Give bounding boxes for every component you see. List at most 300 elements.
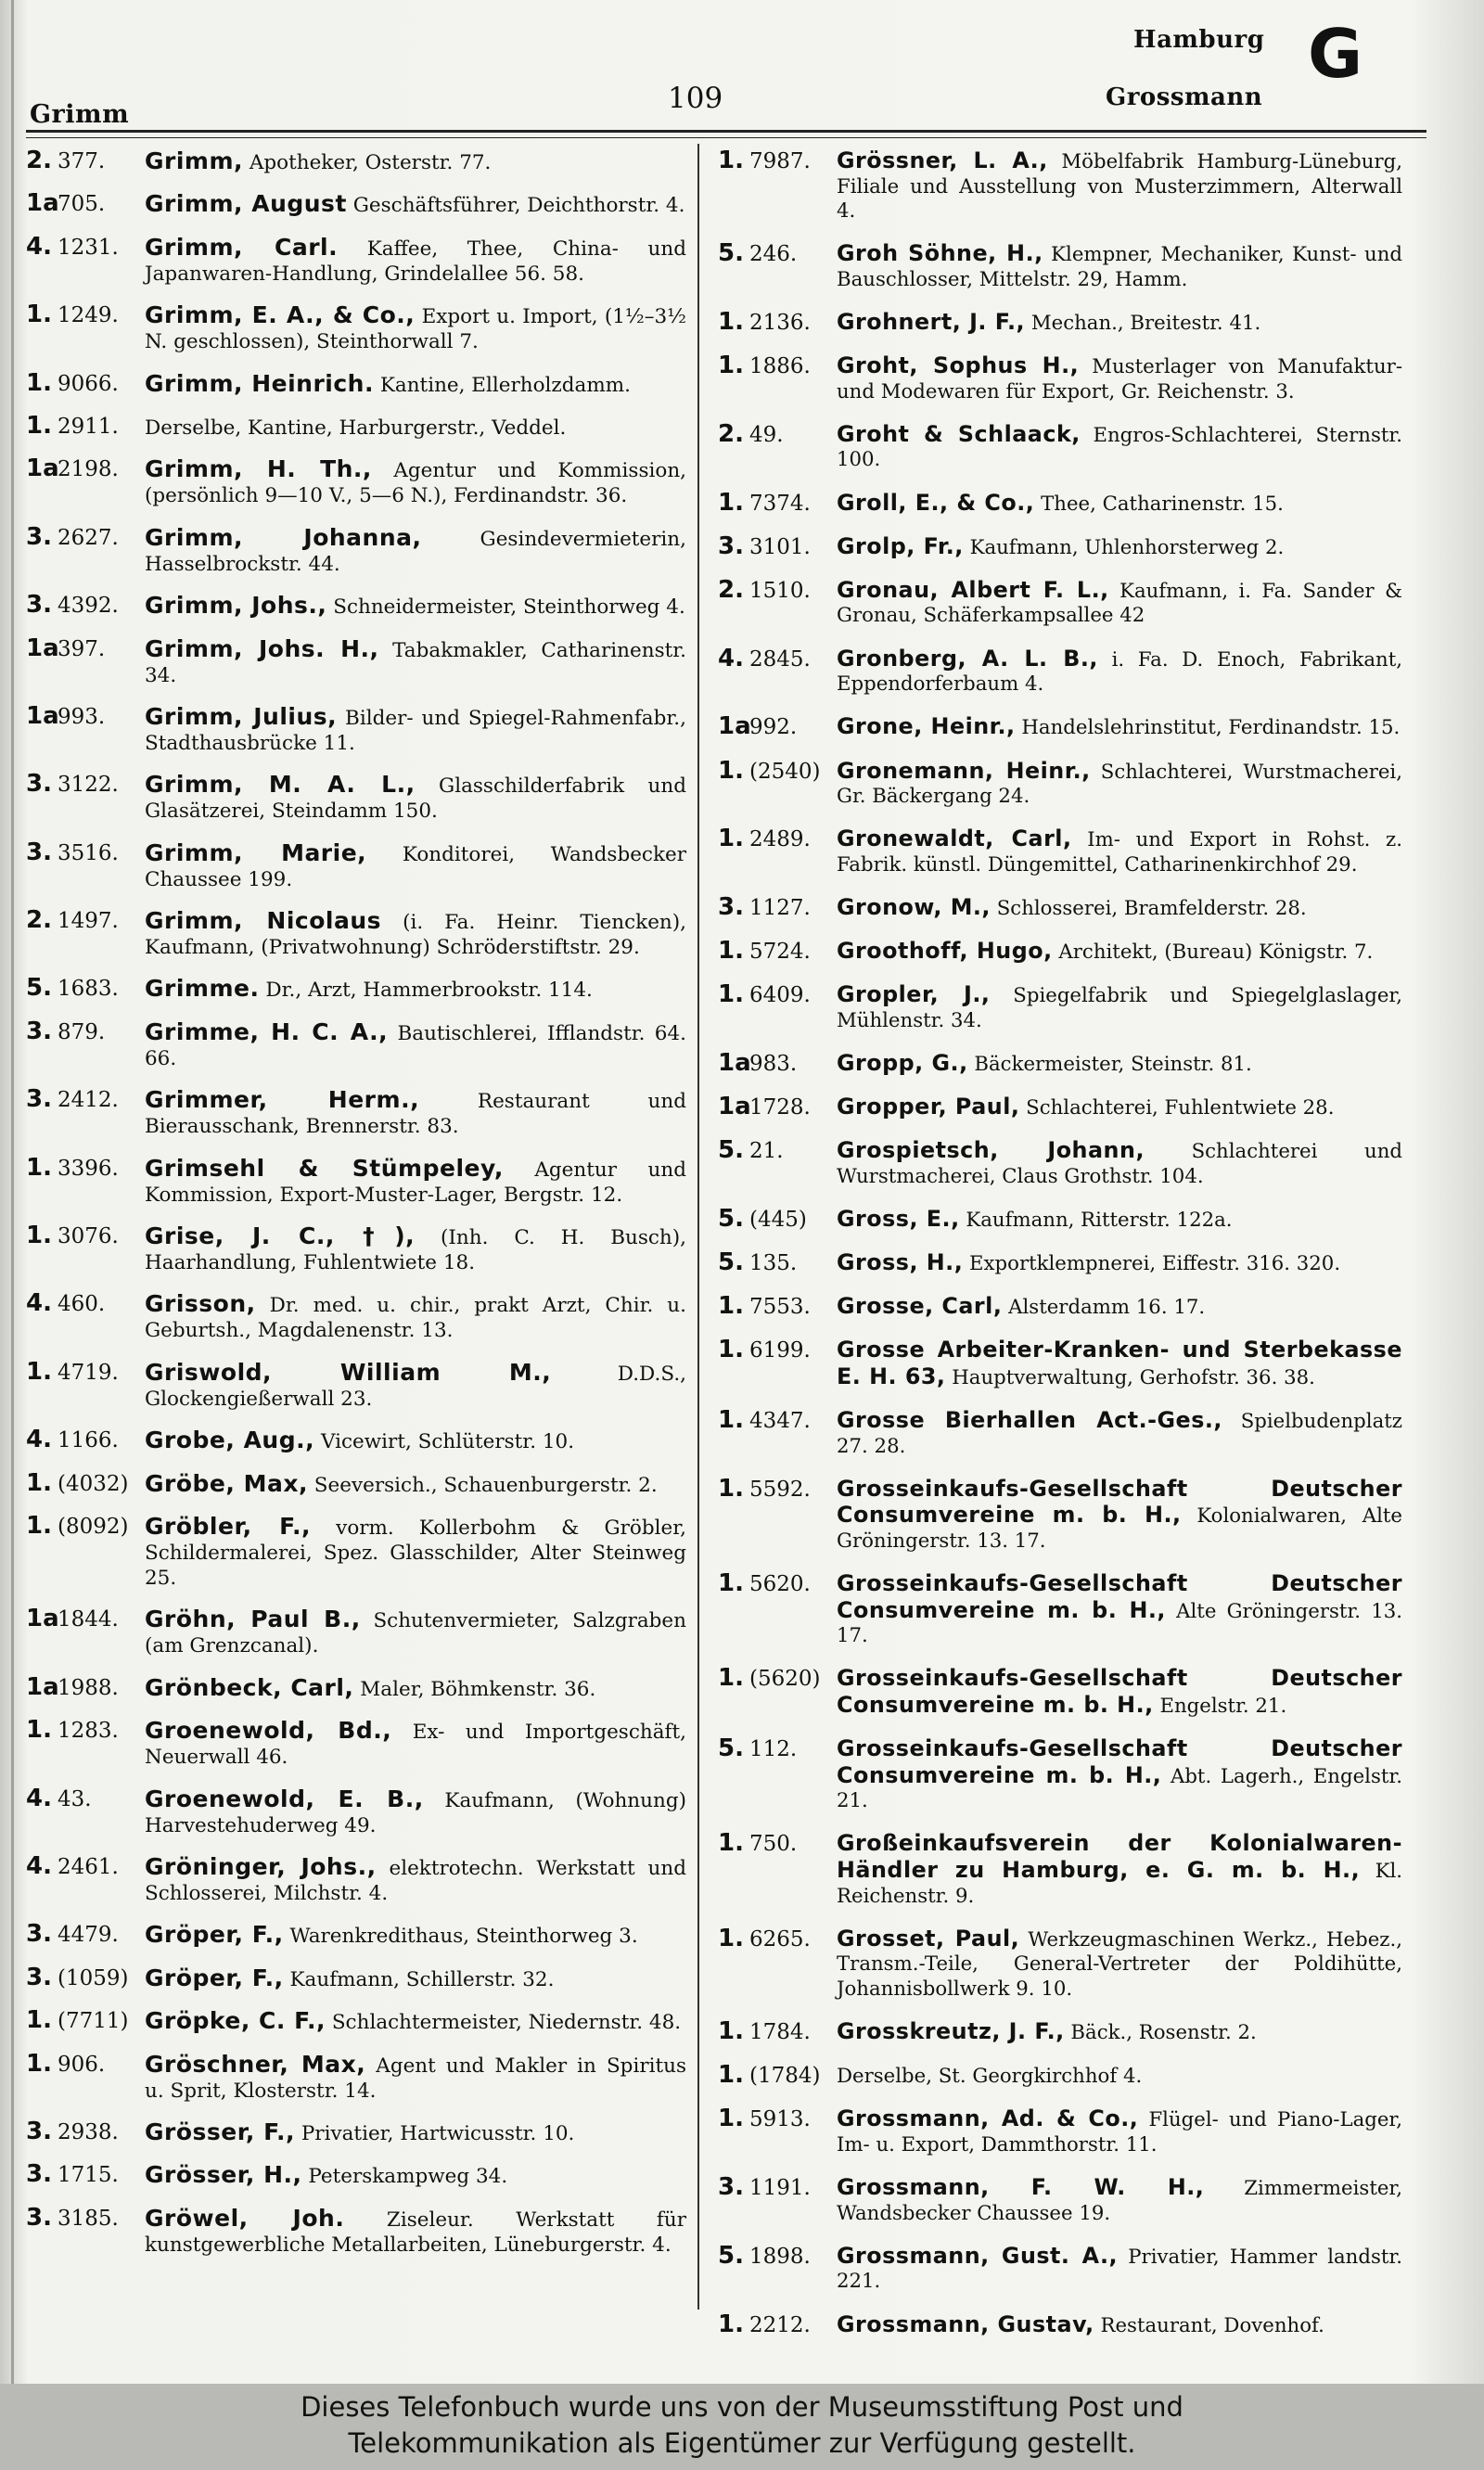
subscriber-details: Privatier, Hammer landstr. 221. [837, 2245, 1402, 2294]
subscriber-details: Bilder- und Spiegel-Rahmenfabr., Stadthausbrücke 11. [145, 706, 686, 755]
subscriber-name: Grosse Bierhallen Act.-Ges., [837, 1407, 1222, 1434]
subscriber-name: Grimme, H. C. A., [145, 1017, 389, 1045]
number-value: 397. [58, 636, 106, 661]
subscriber-name: Grimm, [145, 147, 244, 174]
entry-text [145, 1471, 686, 1498]
number-value: (5620) [749, 1667, 821, 1692]
directory-entry [718, 1094, 1402, 1121]
subscriber-details: Möbelfabrik Hamburg-Lüneburg, Filiale und Ausstellung von Musterzimmern, Alterwall 4. [837, 150, 1402, 224]
phone-number [718, 2312, 831, 2338]
exchange-code: 2. [26, 147, 52, 174]
directory-entry [26, 1357, 686, 1412]
number-value: 2212. [749, 2312, 811, 2337]
exchange-code: 1. [718, 980, 744, 1009]
subscriber-details: Exportklempnerei, Eiffestr. 316. 320. [969, 1252, 1341, 1276]
exchange-code: 1. [26, 2006, 52, 2035]
number-value: 6409. [749, 983, 811, 1008]
phone-number [26, 633, 139, 662]
phone-number [26, 2119, 139, 2145]
number-value: 1283. [58, 1719, 119, 1744]
phone-number [26, 908, 139, 934]
entry-text [145, 593, 686, 620]
number-value: 9066. [58, 371, 119, 396]
number-value: 983. [749, 1051, 798, 1076]
subscriber-name: Groenewold, Bd., [145, 1717, 392, 1745]
phone-number [718, 241, 831, 267]
phone-number [26, 1019, 139, 1045]
city-title: Hamburg [1133, 26, 1265, 54]
subscriber-name: Gröschner, Max, [145, 2050, 366, 2078]
subscriber-details: Kaffee, Thee, China- und Japanwaren-Handlung, Grindelallee 56. 58. [145, 237, 686, 286]
subscriber-name: Grösser, F., [145, 2118, 295, 2145]
directory-entry [26, 772, 686, 824]
entry-text [145, 1965, 686, 1992]
subscriber-details: Kaufmann, Ritterstr. 122a. [966, 1209, 1233, 1232]
subscriber-details: Architekt, (Bureau) Königstr. 7. [1058, 941, 1374, 965]
subscriber-details: Kl. Reichenstr. 9. [837, 1860, 1402, 1908]
subscriber-details: Spielbudenplatz 27. 28. [837, 1410, 1402, 1458]
number-value: (4032) [58, 1471, 129, 1496]
exchange-code: 1. [718, 1924, 744, 1952]
subscriber-details: elektrotechn. Werkstatt und Schlosserei, Milchstr. 4. [145, 1856, 686, 1905]
phone-number [26, 1786, 139, 1812]
exchange-code: 1a [718, 1093, 751, 1121]
header-rule [26, 130, 1426, 133]
subscriber-name: Grimm, Julius, [145, 702, 338, 730]
entry-text [145, 191, 686, 218]
subscriber-name: Grossmann, F. W. H., [837, 2174, 1205, 2201]
subscriber-name: Grimm, Johs., [145, 592, 327, 620]
phone-number [718, 826, 831, 852]
exchange-code: 1a [718, 1048, 751, 1077]
subscriber-details: Kaufmann, i. Fa. Sander & Gronau, Schäferkampsallee 42 [837, 579, 1402, 628]
subscriber-name: Groht & Schlaack, [837, 420, 1081, 447]
phone-number [26, 1291, 139, 1317]
entry-text [837, 2244, 1402, 2295]
section-letter: G [1308, 15, 1363, 93]
number-value: 1784. [749, 2020, 811, 2045]
subscriber-name: Gronewaldt, Carl, [837, 825, 1072, 852]
directory-entry [26, 522, 686, 577]
number-value: 5913. [749, 2107, 811, 2132]
entry-text [145, 235, 686, 287]
entry-text [837, 422, 1402, 473]
phone-number [718, 353, 831, 379]
exchange-code: 3. [26, 1085, 52, 1114]
subscriber-details: Engelstr. 21. [1159, 1695, 1287, 1719]
exchange-code: 1a [26, 189, 59, 218]
entry-text [145, 1291, 686, 1343]
phone-number [718, 1207, 831, 1233]
phone-number [718, 1474, 831, 1503]
subscriber-details: Thee, Catharinenstr. 15. [1041, 492, 1284, 516]
subscriber-details: Ex- und Importgeschäft, Neuerwall 46. [145, 1721, 686, 1770]
number-value: 5620. [749, 1572, 811, 1597]
directory-entry [718, 1250, 1402, 1277]
entry-text [837, 1207, 1402, 1234]
exchange-code: 1. [718, 756, 744, 785]
entry-text [837, 1250, 1402, 1277]
number-value: 1166. [58, 1428, 119, 1453]
subscriber-details: Engros-Schlachterei, Sternstr. 100. [837, 423, 1402, 472]
subscriber-name: Gross, H., [837, 1249, 964, 1276]
exchange-code: 3. [26, 2203, 52, 2232]
exchange-code: 5. [26, 974, 52, 1003]
subscriber-name: Grone, Heinr., [837, 713, 1016, 740]
phone-number [26, 1672, 139, 1701]
entry-text [837, 534, 1402, 561]
number-value: 1728. [749, 1095, 811, 1120]
subscriber-details: Peterskampweg 34. [308, 2165, 508, 2189]
directory-entry [26, 1718, 686, 1770]
subscriber-name: Griswold, William M., [145, 1358, 552, 1386]
phone-number [26, 1427, 139, 1453]
subscriber-name: Grimm, M. A. L., [145, 771, 416, 799]
subscriber-details: Derselbe, Kantine, Harburgerstr., Veddel. [145, 416, 567, 440]
exchange-code: 1a [26, 633, 59, 662]
number-value: 377. [58, 149, 106, 173]
subscriber-name: Grisson, [145, 1290, 256, 1318]
subscriber-name: Grimm, Carl. [145, 233, 339, 261]
subscriber-details: Im- und Export in Rohst. z. Fabrik. künstl. Düngemittel, Catharinenkirchhof 29. [837, 828, 1402, 877]
entry-text [145, 148, 686, 175]
subscriber-name: Gröwel, Joh. [145, 2204, 345, 2232]
subscriber-name: Gröhn, Paul B., [145, 1606, 361, 1633]
phone-number [26, 522, 139, 551]
exchange-code: 5. [718, 1205, 744, 1233]
exchange-code: 1. [26, 1716, 52, 1745]
subscriber-details: Agentur und Kommission, (persönlich 9—10 V., 5—6 N.), Ferdinandstr. 36. [145, 459, 686, 508]
phone-number [718, 982, 831, 1008]
number-value: 2627. [58, 525, 119, 550]
entry-text [837, 826, 1402, 877]
entry-text [837, 578, 1402, 629]
subscriber-details: Vicewirt, Schlüterstr. 10. [320, 1430, 575, 1454]
exchange-code: 2. [718, 575, 744, 604]
directory-entry [26, 1223, 686, 1275]
subscriber-details: Hauptverwaltung, Gerhofstr. 36. 38. [952, 1366, 1315, 1390]
subscriber-name: Gross, E., [837, 1206, 960, 1232]
subscriber-details: Musterlager von Manufaktur- und Modewaren für Export, Gr. Reichenstr. 3. [837, 355, 1402, 403]
exchange-code: 1. [718, 1474, 744, 1503]
subscriber-name: Grise, J. C., †), [145, 1222, 416, 1250]
number-value: 1886. [749, 354, 811, 379]
subscriber-details: Ziseleur. Werkstatt für kunstgewerbliche Metallarbeiten, Lüneburgerstr. 4. [145, 2208, 687, 2257]
entry-text [145, 2119, 686, 2146]
phone-number [26, 302, 139, 328]
subscriber-name: Gronau, Albert F. L., [837, 576, 1109, 603]
subscriber-name: Grosseinkaufs-Gesellschaft Deutscher Consumvereine m. b. H., [837, 1475, 1402, 1529]
directory-entry [718, 1926, 1402, 2003]
exchange-code: 1. [718, 2017, 744, 2046]
subscriber-details: Abt. Lagerh., Engelstr. 21. [837, 1764, 1402, 1813]
subscriber-details: Bautischlerei, Ifflandstr. 64. 66. [145, 1021, 686, 1070]
exchange-code: 1. [26, 1468, 52, 1497]
directory-entry [718, 2106, 1402, 2157]
exchange-code: 4. [26, 1851, 52, 1880]
phone-number [26, 2049, 139, 2078]
directory-entry [26, 2008, 686, 2035]
phone-number [26, 232, 139, 261]
number-value: 1191. [749, 2176, 811, 2201]
directory-entry [26, 1427, 686, 1454]
number-value: 1683. [58, 977, 119, 1002]
subscriber-details: Kaufmann, (Wohnung) Harvestehuderweg 49. [145, 1788, 687, 1837]
exchange-code: 1. [26, 1222, 52, 1250]
phone-number [718, 1831, 831, 1857]
entry-text [837, 1094, 1402, 1121]
subscriber-name: Groh Söhne, H., [837, 240, 1043, 267]
number-value: 2938. [58, 2119, 119, 2144]
phone-number [718, 939, 831, 965]
entry-text [837, 2312, 1402, 2339]
phone-number [26, 1468, 139, 1497]
exchange-code: 3. [26, 1920, 52, 1949]
subscriber-details: Schlachterei, Wurstmacherei, Gr. Bäckergang 24. [837, 760, 1402, 809]
phone-number [26, 701, 139, 730]
directory-entry [26, 908, 686, 960]
subscriber-name: Gropp, G., [837, 1049, 968, 1076]
number-value: 705. [58, 192, 106, 217]
subscriber-details: Kolonialwaren, Alte Gröningerstr. 13. 17. [837, 1504, 1402, 1554]
entry-text [837, 714, 1402, 741]
number-value: 4719. [58, 1360, 119, 1385]
exchange-code: 5. [718, 239, 744, 268]
subscriber-name: Groht, Sophus H., [837, 352, 1080, 379]
exchange-code: 1. [718, 825, 744, 853]
entry-text [145, 2052, 686, 2104]
directory-entry [718, 2241, 1402, 2295]
exchange-code: 1. [718, 352, 744, 380]
number-value: 1249. [58, 303, 119, 328]
directory-entry [26, 456, 686, 508]
subscriber-name: Grimm, Heinrich. [145, 369, 374, 397]
subscriber-details: Flügel- und Piano-Lager, Im- u. Export, Dammthorstr. 11. [837, 2108, 1402, 2156]
directory-entry [26, 1922, 686, 1949]
directory-entry [718, 714, 1402, 741]
phone-number [26, 1965, 139, 1991]
subscriber-name: Grimm, Marie, [145, 838, 367, 866]
directory-entry [26, 191, 686, 218]
subscriber-name: Groll, E., & Co., [837, 489, 1035, 516]
directory-entry [26, 1851, 686, 1906]
exchange-code: 1. [718, 1406, 744, 1435]
entry-text [145, 1360, 686, 1412]
subscriber-details: Alte Gröningerstr. 13. 17. [837, 1599, 1402, 1648]
header-rule-thin [26, 137, 1426, 138]
directory-entry [718, 310, 1402, 337]
footer-line-2: Telekommunikation als Eigentümer zur Verfügung gestellt. [348, 2427, 1136, 2459]
subscriber-name: Grosseinkaufs-Gesellschaft Deutscher Consumvereine m. b. H., [837, 1735, 1402, 1788]
directory-entry [718, 1138, 1402, 1189]
subscriber-details: Mechan., Breitestr. 41. [1030, 312, 1261, 335]
entry-text [837, 1571, 1402, 1649]
subscriber-name: Grosset, Paul, [837, 1925, 1020, 1952]
phone-number [718, 575, 831, 604]
directory-entry [26, 1468, 686, 1498]
directory-entry [718, 353, 1402, 404]
directory-entry [26, 1965, 686, 1992]
directory-entry [26, 1087, 686, 1139]
footer-notice [0, 2384, 1484, 2470]
phone-number [718, 148, 831, 174]
directory-entry [26, 1606, 686, 1658]
subscriber-name: Gropler, J., [837, 981, 991, 1008]
subscriber-name: Grossmann, Gustav, [837, 2310, 1094, 2337]
subscriber-details: Agent und Makler in Spiritus u. Sprit, Klosterstr. 14. [145, 2054, 686, 2103]
entry-text [837, 148, 1402, 224]
exchange-code: 1. [718, 147, 744, 174]
subscriber-name: Grimm, Nicolaus [145, 907, 382, 935]
subscriber-details: Schlachtermeister, Niedernstr. 48. [331, 2011, 682, 2035]
subscriber-name: Grosseinkaufs-Gesellschaft Deutscher Consumvereine m. b. H., [837, 1570, 1402, 1623]
entry-text [837, 895, 1402, 922]
subscriber-name: Grimm, Johs. H., [145, 634, 379, 662]
entry-text [145, 1786, 686, 1838]
phone-number [26, 411, 139, 440]
exchange-code: 1. [718, 1569, 744, 1598]
subscriber-details: Alsterdamm 16. 17. [1008, 1296, 1206, 1320]
phone-number [718, 310, 831, 336]
subscriber-name: Grimsehl & Stümpeley, [145, 1154, 504, 1182]
number-value: 2911. [58, 414, 119, 439]
phone-number [26, 1606, 139, 1632]
number-value: 3076. [58, 1224, 119, 1249]
phone-number [26, 2203, 139, 2232]
entry-text [837, 1736, 1402, 1814]
phone-number [718, 1048, 831, 1077]
running-head-first-name: Grimm [30, 100, 130, 129]
exchange-code: 5. [718, 1248, 744, 1277]
entry-text [837, 1051, 1402, 1078]
subscriber-details: vorm. Kollerbohm & Gröbler, Schildermalerei, Spez. Glasschilder, Alter Steinweg 25. [145, 1516, 686, 1590]
page-header [0, 0, 1484, 148]
subscriber-details: Schneidermeister, Steinthorweg 4. [333, 595, 685, 620]
subscriber-details: Export u. Import, (1½–3½ N. geschlossen), Steinthorwall 7. [145, 305, 687, 354]
directory-entry [26, 368, 686, 398]
directory-entry [718, 575, 1402, 629]
exchange-code: 3. [26, 522, 52, 551]
phone-number [26, 2008, 139, 2034]
phone-number [718, 1926, 831, 1952]
exchange-code: 1. [718, 1664, 744, 1693]
number-value: 1715. [58, 2163, 119, 2188]
phone-number [26, 1357, 139, 1386]
subscriber-details: i. Fa. D. Enoch, Fabrikant, Eppendorferbaum 4. [837, 647, 1403, 697]
subscriber-name: Groothoff, Hugo, [837, 938, 1053, 965]
phone-number [718, 2106, 831, 2132]
number-value: 2489. [749, 827, 811, 852]
page-number: 109 [668, 82, 723, 115]
directory-entry [718, 982, 1402, 1033]
phone-number [718, 1571, 831, 1597]
entry-text [837, 1337, 1402, 1390]
directory-entry [718, 419, 1402, 473]
exchange-code: 4. [26, 1289, 52, 1318]
subscriber-details: Kantine, Ellerholzdamm. [379, 373, 631, 397]
exchange-code: 3. [26, 770, 52, 799]
directory-entry [26, 2203, 687, 2258]
directory-entry [26, 1291, 686, 1343]
phone-number [718, 419, 831, 448]
number-value: 2845. [749, 646, 811, 672]
exchange-code: 1. [26, 1153, 52, 1182]
number-value: 460. [58, 1292, 106, 1317]
exchange-code: 1. [718, 308, 744, 336]
exchange-code: 1. [26, 301, 52, 329]
exchange-code: 4. [718, 644, 744, 672]
number-value: 1127. [749, 895, 811, 920]
subscriber-name: Gronemann, Heinr., [837, 757, 1091, 784]
subscriber-details: Warenkredithaus, Steinthorweg 3. [289, 1925, 638, 1949]
subscriber-name: Grohnert, J. F., [837, 309, 1026, 335]
exchange-code: 1a [26, 1672, 59, 1701]
number-value: (2540) [749, 759, 821, 784]
number-value: (445) [749, 1208, 807, 1232]
directory-entry [26, 411, 686, 441]
entry-text [837, 2019, 1402, 2046]
number-value: 992. [749, 715, 798, 740]
exchange-code: 3. [718, 2173, 744, 2202]
number-value: (1784) [749, 2064, 821, 2089]
exchange-code: 1. [26, 1511, 52, 1540]
exchange-code: 1. [718, 1829, 744, 1858]
entry-text [145, 840, 686, 892]
phone-number [718, 2241, 831, 2270]
entry-text [837, 646, 1402, 697]
subscriber-name: Gröper, F., [145, 1964, 284, 1991]
entry-text [145, 1156, 686, 1208]
phone-number [26, 2162, 139, 2188]
exchange-code: 1a [718, 712, 751, 741]
directory-entry [718, 2019, 1402, 2046]
phone-number [718, 1094, 831, 1120]
phone-number [26, 191, 139, 217]
number-value: 993. [58, 704, 106, 729]
subscriber-details: Apotheker, Osterstr. 77. [249, 151, 492, 174]
entry-text [837, 1831, 1402, 1909]
entry-text [145, 456, 686, 508]
number-value: (8092) [58, 1514, 129, 1539]
subscriber-name: Grösser, H., [145, 2161, 302, 2189]
directory-entry [718, 939, 1402, 966]
number-value: 112. [749, 1737, 798, 1762]
number-value: 5592. [749, 1477, 811, 1502]
entry-text [145, 636, 686, 688]
subscriber-details: Schutenvermieter, Salzgraben (am Grenzcanal). [145, 1609, 687, 1658]
number-value: 4392. [58, 594, 119, 619]
exchange-code: 1a [26, 701, 59, 730]
directory-entry [26, 2049, 686, 2104]
number-value: 1497. [58, 909, 119, 934]
directory-entry [718, 1736, 1402, 1814]
phone-number [718, 531, 831, 560]
subscriber-name: Großeinkaufsverein der Kolonialwaren-Händler zu Hamburg, e. G. m. b. H., [837, 1830, 1402, 1884]
number-value: 3185. [58, 2206, 119, 2231]
subscriber-name: Grimme. [145, 975, 260, 1003]
exchange-code: 3. [26, 591, 52, 620]
entry-text [145, 2206, 686, 2258]
phone-number [26, 1087, 139, 1113]
directory-entry [718, 2063, 1402, 2090]
number-value: 3396. [58, 1156, 119, 1181]
phone-number [26, 1922, 139, 1948]
subscriber-details: Schlachterei, Fuhlentwiete 28. [1026, 1096, 1335, 1120]
entry-text [145, 772, 686, 824]
directory-entry [26, 1153, 686, 1208]
subscriber-name: Gronberg, A. L. B., [837, 645, 1098, 672]
subscriber-name: Gröpke, C. F., [145, 2007, 326, 2035]
